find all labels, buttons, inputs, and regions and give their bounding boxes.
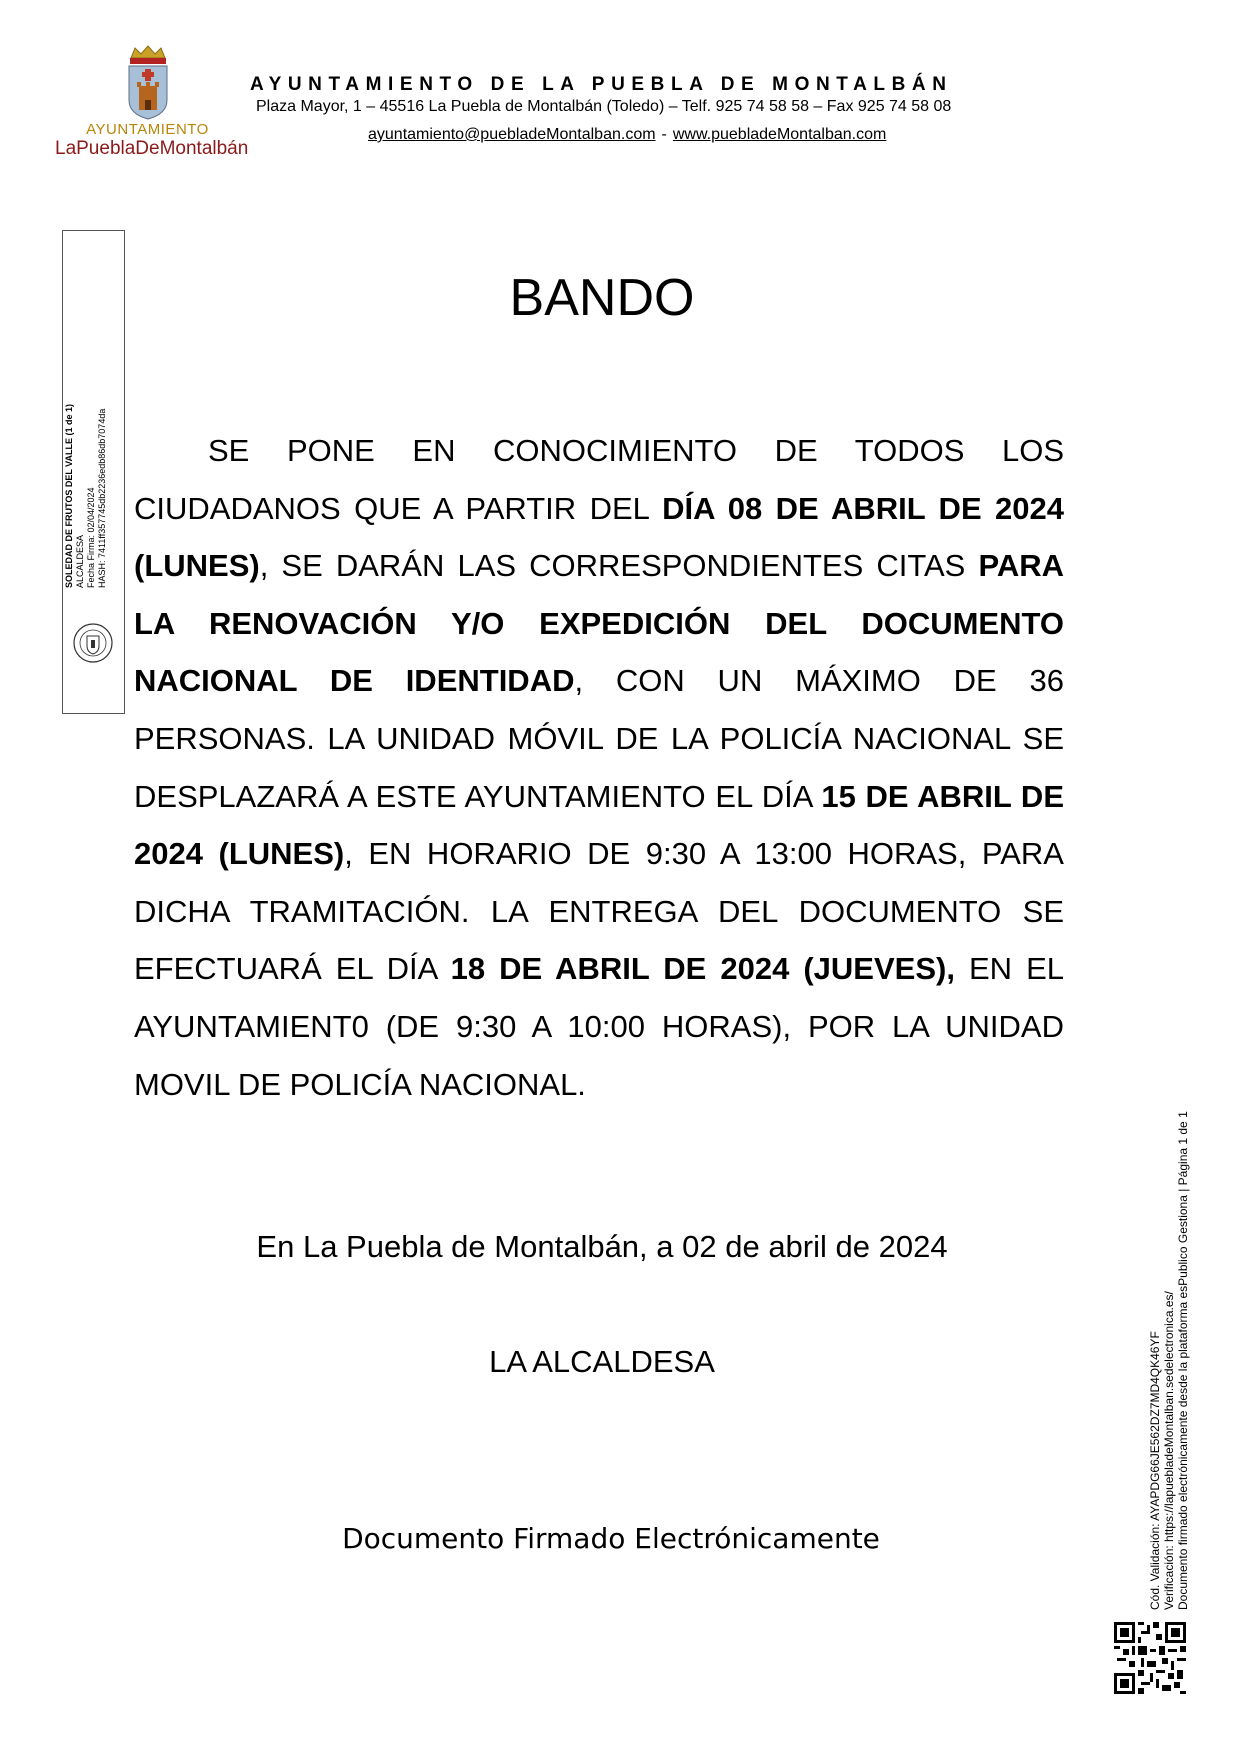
header-title: AYUNTAMIENTO DE LA PUEBLA DE MONTALBÁN <box>250 74 953 95</box>
signature-date: Fecha Firma: 02/04/2024 <box>86 487 96 588</box>
link-separator: - <box>661 126 667 143</box>
place-date: En La Puebla de Montalbán, a 02 de abril de 2024 <box>256 1229 948 1264</box>
validation-code: Cód. Validación: AYAPDG66JE562DZ7MD4QK46YF <box>1148 1331 1162 1610</box>
signer-role: ALCALDESA <box>75 534 85 588</box>
website-link[interactable]: www.puebladeMontalban.com <box>672 126 887 143</box>
document-body <box>134 422 1064 1113</box>
municipal-logo <box>55 44 249 164</box>
platform-note: Documento firmado electrónicamente desde la plataforma esPublico Gestiona | Página 1 de 1 <box>1176 1111 1190 1610</box>
body-bold-date-delivery: 18 DE ABRIL DE 2024 (JUEVES), <box>450 951 955 987</box>
body-text-3: , CON UN MÁXIMO DE 36 PERSONAS. LA UNIDAD MÓVIL DE LA POLICÍA NACIONAL SE DESPLAZARÁ A ESTE AYUNTAMIENTO EL DÍA <box>134 663 1064 814</box>
body-bold-date-appointments: DÍA 08 DE ABRIL DE 2024 (LUNES) <box>134 490 1064 584</box>
verification-text <box>1148 1050 1190 1610</box>
logo-text-town: LaPueblaDeMontalbán <box>55 138 249 159</box>
body-bold-date-visit: 15 DE ABRIL DE 2024 (LUNES) <box>134 778 1064 872</box>
body-text-1: SE PONE EN CONOCIMIENTO DE TODOS LOS CIUDADANOS QUE A PARTIR DEL <box>134 433 1064 526</box>
crest-icon <box>123 44 173 120</box>
verification-url: Verificación: https://lapuebladeMontalban.sedelectronica.es/ <box>1162 1291 1176 1610</box>
municipal-seal-icon <box>72 622 114 664</box>
qr-code-icon <box>1114 1622 1186 1694</box>
logo-text-ayuntamiento: AYUNTAMIENTO <box>86 121 209 138</box>
body-text-4: , EN HORARIO DE 9:30 A 13:00 HORAS, PARA DICHA TRAMITACIÓN. LA ENTREGA DEL DOCUMENTO SE EFECTUARÁ EL DÍA <box>134 836 1064 987</box>
email-link[interactable]: ayuntamiento@puebladeMontalban.com <box>368 126 656 143</box>
body-text-2: , SE DARÁN LAS CORRESPONDIENTES CITAS <box>259 548 979 584</box>
electronic-signature-note: Documento Firmado Electrónicamente <box>342 1522 880 1555</box>
signer-title: LA ALCALDESA <box>489 1344 715 1379</box>
header-address: Plaza Mayor, 1 – 45516 La Puebla de Montalbán (Toledo) – Telf. 925 74 58 58 – Fax 925 74 58 08 <box>256 98 952 115</box>
document-title: BANDO <box>509 269 695 327</box>
body-bold-dni: PARA LA RENOVACIÓN Y/O EXPEDICIÓN DEL DOCUMENTO NACIONAL DE IDENTIDAD <box>134 548 1064 699</box>
signer-name: SOLEDAD DE FRUTOS DEL VALLE (1 de 1) <box>64 403 74 588</box>
signature-stamp-text <box>64 368 108 588</box>
body-text-5: EN EL AYUNTAMIENT0 (DE 9:30 A 10:00 HORAS), POR LA UNIDAD MOVIL DE POLICÍA NACIONAL. <box>134 951 1065 1102</box>
signature-hash: HASH: 7411ff357745db2236edb86db7074da <box>97 408 107 588</box>
header-links <box>368 126 968 144</box>
